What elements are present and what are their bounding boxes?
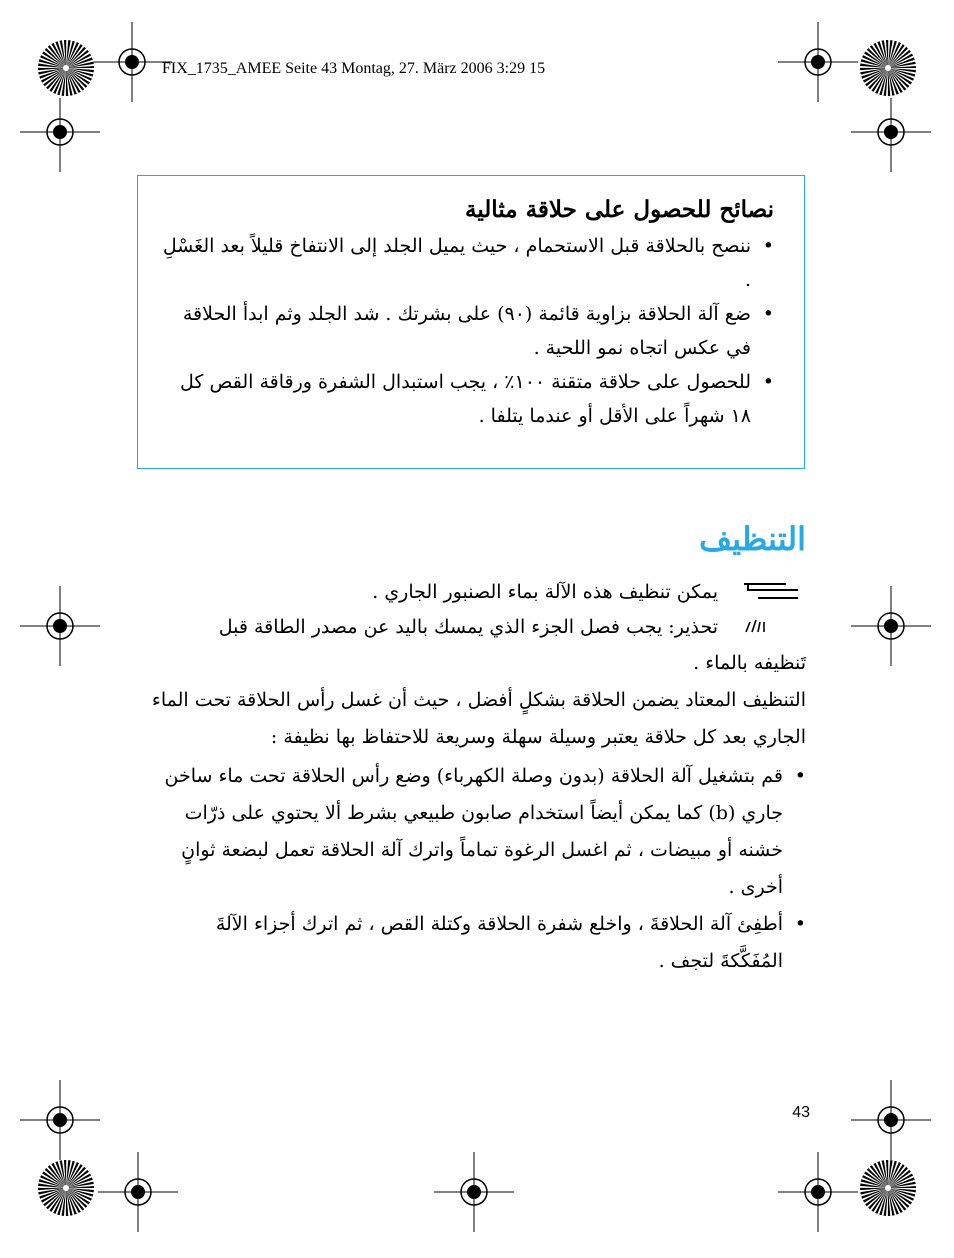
list-item: • قم بتشغيل آلة الحلاقة (بدون وصلة الكهرباء) وضع رأس الحلاقة تحت ماء ساخن جاري (b) كما يمكن أيضاً استخدام صابون طبيعي بشرط ألا يحتوي على ذرّات خشنه أو مبيضات ، ثم اغسل الرغوة تماماً واترك آلة الحلاقة تعمل لبضعة ثوانٍ أخرى . <box>158 758 806 906</box>
registration-mark-bottom-center <box>434 1152 514 1232</box>
cleaning-note: يمكن تنظيف هذه الآلة بماء الصنبور الجاري . <box>372 581 718 603</box>
page-number: 43 <box>792 1104 810 1121</box>
cleaning-subheading: تَنظيفه بالماء . <box>693 652 806 674</box>
registration-mark-bottom-left <box>98 1152 178 1232</box>
cleaning-notes <box>158 575 718 645</box>
registration-mark-middle-left <box>20 586 100 666</box>
registration-mark-lower-left <box>20 1080 100 1160</box>
list-item: • ننصح بالحلاقة قبل الاستحمام ، حيث يميل الجلد إلى الانتفاخ قليلاً بعد الغَسْلِ . <box>160 229 774 297</box>
registration-mark-upper-left <box>20 92 100 172</box>
shaving-tips-box <box>137 175 805 469</box>
bullet-icon: • <box>794 765 806 787</box>
sunburst-mark-top-left <box>36 38 96 98</box>
list-item: • ضع آلة الحلاقة بزاوية قائمة (٩٠) على بشرتك . شد الجلد وثم ابدأ الحلاقة في عكس اتجاه نمو اللحية . <box>160 297 774 365</box>
water-rinse-icon <box>738 578 802 636</box>
registration-mark-lower-right <box>851 1080 931 1160</box>
registration-mark-upper-right <box>851 92 931 172</box>
registration-mark-top-left <box>92 22 172 102</box>
bullet-icon: • <box>794 913 806 935</box>
print-header: FIX_1735_AMEE Seite 43 Montag, 27. März 2006 3:29 15 <box>162 60 546 77</box>
registration-mark-bottom-right <box>778 1152 858 1232</box>
bullet-icon: • <box>762 303 774 325</box>
shaving-tips-list <box>160 229 774 433</box>
sunburst-mark-top-right <box>858 38 918 98</box>
cleaning-steps-list <box>158 758 806 980</box>
bullet-icon: • <box>762 371 774 393</box>
cleaning-body <box>140 645 806 980</box>
list-item: • أطفِئ آلة الحلاقةَ ، واخلع شفرة الحلاقة وكتلة القص ، ثم اترك أجزاء الآلةَ المُفَكَّكةَ لتجف . <box>158 906 806 980</box>
cleaning-paragraph: التنظيف المعتاد يضمن الحلاقة بشكلٍ أفضل ، حيث أن غسل رأس الحلاقة تحت الماء الجاري بعد كل حلاقة يعتبر وسيلة سهلة وسريعة للاحتفاظ بها نظيفة : <box>151 689 806 748</box>
registration-mark-top-right <box>778 22 858 102</box>
list-item: • للحصول على حلاقة متقنة ١٠٠٪ ، يجب استبدال الشفرة ورقاقة القص كل ١٨ شهراً على الأقل أو عندما يتلفا . <box>160 365 774 433</box>
sunburst-mark-bottom-right <box>858 1158 918 1218</box>
registration-mark-middle-right <box>851 586 931 666</box>
shaving-tips-title: نصائح للحصول على حلاقة مثالية <box>465 196 774 223</box>
cleaning-section-title: التنظيف <box>699 520 806 558</box>
bullet-icon: • <box>762 235 774 257</box>
cleaning-warning: تحذير: يجب فصل الجزء الذي يمسك باليد عن مصدر الطاقة قبل <box>218 616 718 638</box>
sunburst-mark-bottom-left <box>36 1158 96 1218</box>
